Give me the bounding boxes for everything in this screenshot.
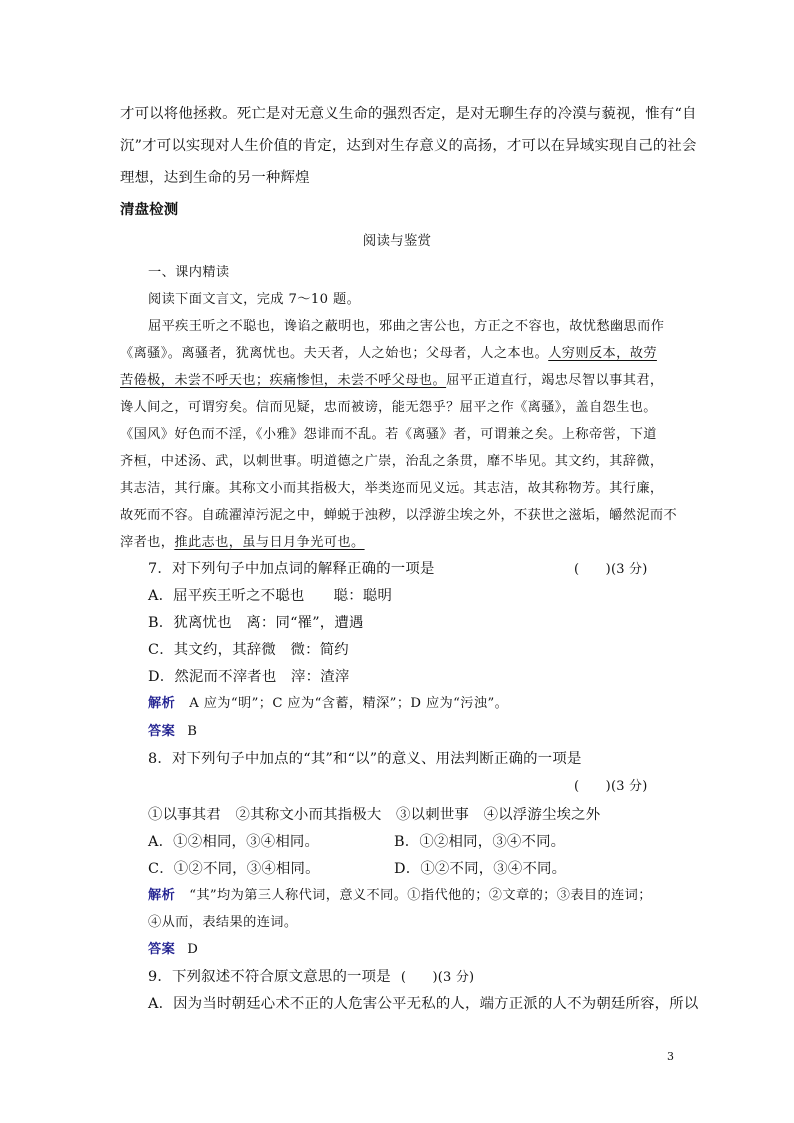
passage-underlined-segment: 人穷则反本，故劳 [548, 346, 657, 361]
analysis-label: 解析 [148, 696, 176, 711]
question-9-mark: ( )(3 分) [400, 970, 475, 985]
question-8-option: B．①②相同，③④不同。 [394, 834, 566, 850]
question-8-analysis-cont: ④从而，表结果的连词。 [148, 915, 298, 930]
paragraph-line: 才可以将他拯救。死亡是对无意义生命的强烈否定，是对无聊生存的冷漠与藐视，惟有“自 [120, 106, 697, 122]
passage-segment: 屈平正道直行，竭忠尽智以事其君， [446, 373, 664, 388]
question-8-analysis [148, 884, 652, 903]
passage-underlined-segment: 推此志也，虽与日月争光可也。 [174, 535, 365, 550]
instruction: 阅读下面文言文，完成 7～10 题。 [148, 292, 361, 307]
paragraph-line: 沉”才可以实现对人生价值的肯定，达到对生存意义的高扬，才可以在异域实现自己的社会 [120, 138, 697, 154]
part-title: 一、课内精读 [148, 265, 230, 280]
page-number: 3 [667, 1050, 674, 1063]
passage-line: 齐桓，中述汤、武，以刺世事。明道德之广崇，治乱之条贯，靡不毕见。其文约，其辞微， [120, 454, 664, 469]
question-8-option: C．①②不同，③④相同。 [148, 861, 320, 877]
passage-line: 其志洁，其行廉。其称文小而其指极大，举类迩而见义远。其志洁，故其称物芳。其行廉， [120, 481, 664, 496]
question-7-option: A．屈平疾王听之不聪也 聪：聪明 [148, 588, 393, 604]
question-8-mark: ( )(3 分) [574, 779, 648, 794]
analysis-text: A 应为“明”；C 应为“含蓄，精深”；D 应为“污浊”。 [189, 696, 509, 711]
subtitle: 阅读与鉴赏 [362, 233, 432, 249]
question-8-option: D．①②不同，③④不同。 [394, 861, 567, 877]
question-9-stem [148, 965, 474, 986]
passage-underlined-segment: 苦倦极，未尝不呼天也；疾痛惨怛，未尝不呼父母也。 [120, 373, 447, 388]
passage-line [120, 531, 365, 550]
question-7-option: C．其文约，其辞微 微：简约 [148, 642, 349, 658]
passage-line: 《国风》好色而不淫，《小雅》怨诽而不乱。若《离骚》者，可谓兼之矣。上称帝喾，下道 [120, 427, 657, 442]
answer-label: 答案 [148, 942, 176, 957]
question-8-stem: 8．对下列句子中加点的“其”和“以”的意义、用法判断正确的一项是 [148, 751, 582, 767]
question-7-mark: ( )(3 分) [574, 562, 648, 577]
question-9-option: A．因为当时朝廷心术不正的人危害公平无私的人，端方正派的人不为朝廷所容，所以 [148, 996, 699, 1012]
question-8-option: A．①②相同，③④相同。 [148, 834, 320, 850]
answer-text: B [187, 724, 198, 739]
section-title: 清盘检测 [120, 201, 179, 218]
passage-line: 屈平疾王听之不聪也，谗谄之蔽明也，邪曲之害公也，方正之不容也，故忧愁幽思而作 [148, 319, 665, 334]
passage-line: 谗人间之，可谓穷矣。信而见疑，忠而被谤，能无怨乎？屈平之作《离骚》，盖自怨生也。 [120, 400, 657, 415]
question-8-items: ①以事其君 ②其称文小而其指极大 ③以刺世事 ④以浮游尘埃之外 [148, 807, 601, 823]
question-7-analysis [148, 692, 508, 711]
passage-segment: 滓者也， [120, 535, 175, 550]
answer-text: D [187, 942, 199, 957]
question-7-option: D．然泥而不滓者也 滓：渣滓 [148, 669, 350, 685]
question-7-stem: 7．对下列句子中加点词的解释正确的一项是 [148, 561, 435, 577]
analysis-text: “其”均为第三人称代词，意义不同。①指代他的；②文章的；③表目的连词； [189, 888, 652, 903]
analysis-label: 解析 [148, 888, 176, 903]
passage-line [120, 369, 664, 388]
passage-line: 故死而不容。自疏濯淖污泥之中，蝉蜕于浊秽，以浮游尘埃之外，不获世之滋垢，皭然泥而不 [120, 508, 678, 523]
question-9-stem-text: 9．下列叙述不符合原文意思的一项是 [148, 969, 391, 985]
passage-segment: 《离骚》。离骚者，犹离忧也。夫天者，人之始也；父母者，人之本也。 [120, 346, 549, 361]
question-7-answer [148, 720, 197, 739]
passage-line [120, 342, 657, 361]
question-7-option: B．犹离忧也 离：同“罹”，遭遇 [148, 615, 364, 631]
question-8-answer [148, 938, 198, 957]
paragraph-line: 理想，达到生命的另一种辉煌 [120, 170, 310, 186]
answer-label: 答案 [148, 724, 176, 739]
